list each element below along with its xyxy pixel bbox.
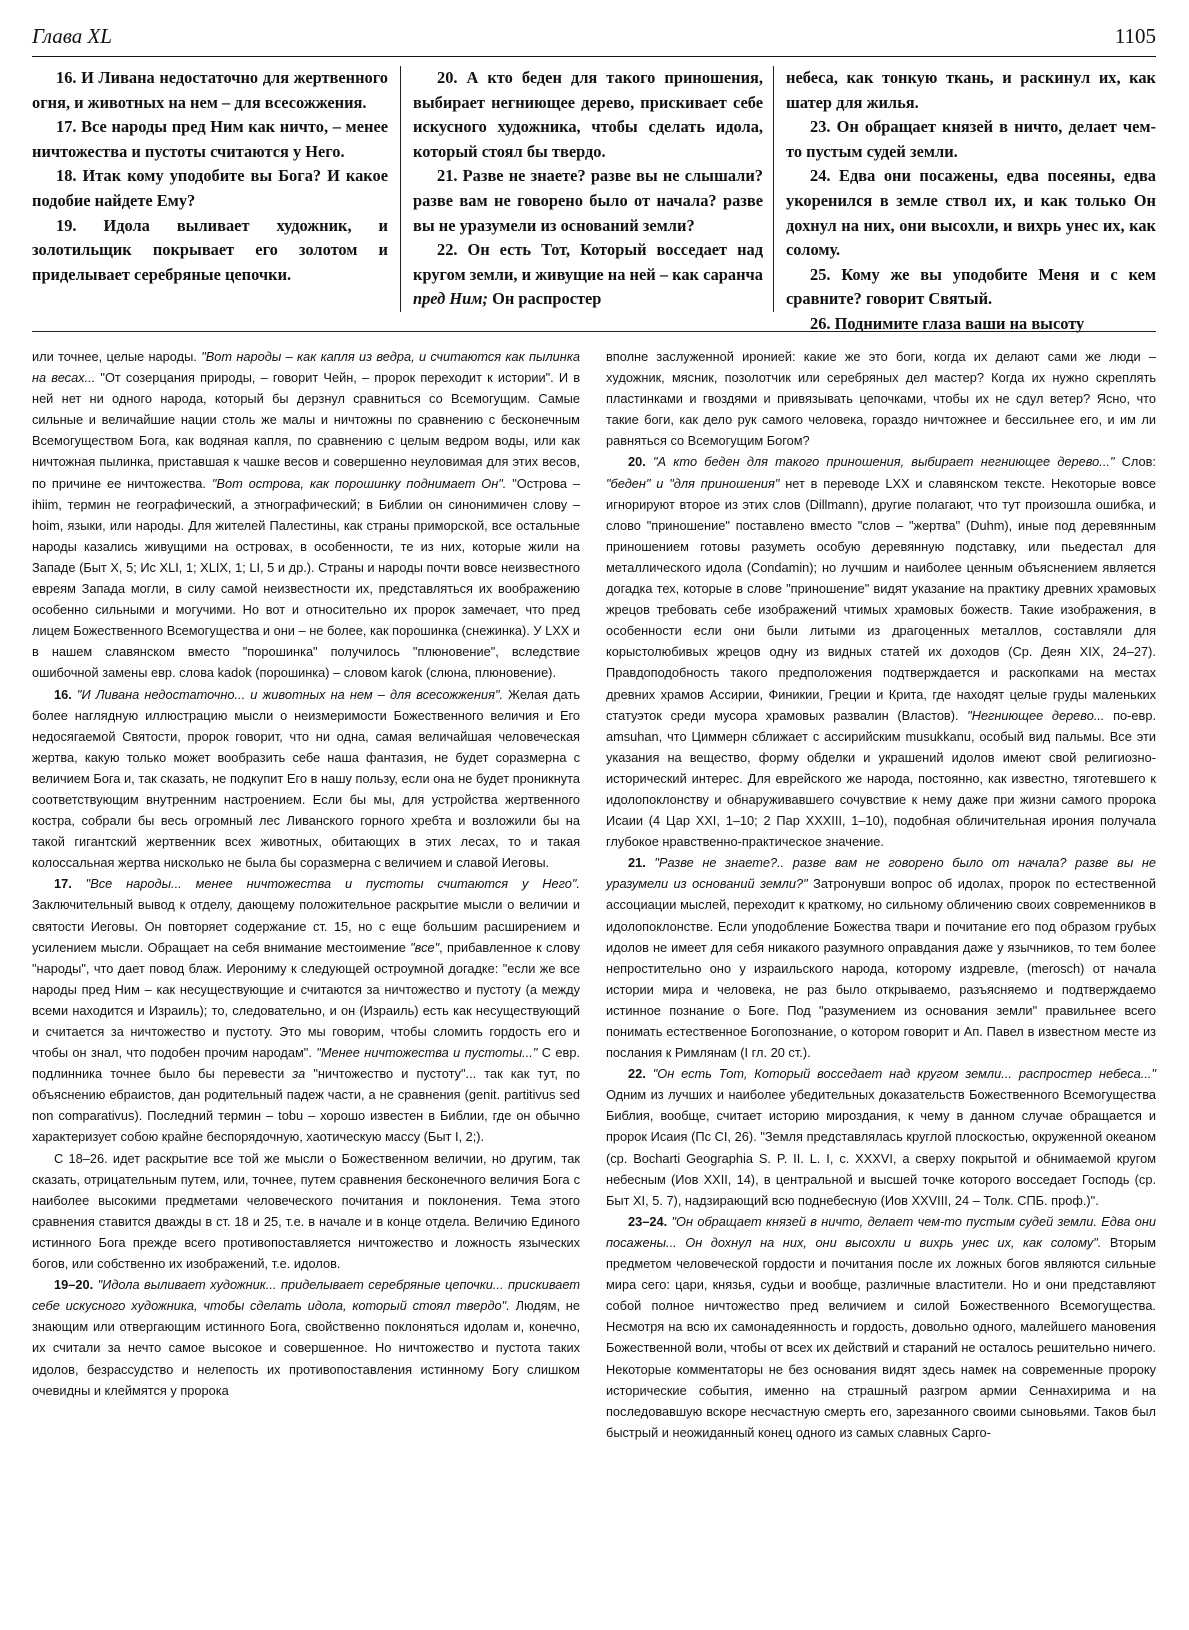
quote: "Он обращает князей в ничто, делает чем-то пустым судей земли. Едва они посажены... Он дохнул на них, они высохли и вихрь унес их, как солому". <box>606 1213 1156 1250</box>
commentary-paragraph <box>606 1063 1156 1211</box>
verse-25: 25. Кому же вы уподобите Меня и с кем сравните? говорит Святый. <box>786 264 1156 309</box>
verse-22 <box>413 238 763 312</box>
quote: "Вот народы – как капля из ведра, и считаются как пылинка на весах... <box>32 349 580 386</box>
commentary-paragraph <box>606 451 1156 852</box>
page-header <box>32 22 1156 57</box>
column-divider <box>773 66 774 312</box>
quote: "беден" и "для приношения" <box>606 475 780 491</box>
commentary-paragraph: вполне заслуженной иронией: какие же это боги, когда их делают сами же люди – художник, мясник, позолотчик или серебряных дел мастер? Когда их нужно скреплять пластинками и гвоздями и привязывать цепочками, чтобы их не сдул ветер? Ясно, что такие боги, как дело рук самого человека, гораздо ничтожнее и бессильнее его, и им ли равняться со Всемогущим Богом? <box>606 349 1156 449</box>
text: Слов: <box>1114 454 1156 470</box>
quote: "Он есть Тот, Который восседает над кругом земли... распростер небеса..." <box>645 1066 1156 1082</box>
column-divider <box>400 66 401 312</box>
commentary-paragraph: С 18–26. идет раскрытие все той же мысли о Божественном величии, но другим, так сказать, отрицательным путем, или, точнее, путем сравнения бесконечного величия Бога с наиболее высокими предметами человеческого почитания и поклонения. Тема этого сравнения ставится дважды в ст. 18 и 25, т.е. в начале и в конце отдела. Величию Единого истинного Бога прежде всего противопоставляется ничтожество и ложность языческих богов, или собственно их изображений, т.е. идолов. <box>32 1150 580 1272</box>
chapter-title: Глава XL <box>32 24 112 48</box>
text: Желая дать более наглядную иллюстрацию мысли о неизмеримости Божественного величия и Его недосягаемой Святости, пророк говорит, что ни одна, самая величайшая человеческая жертва, какую только может вообразить себе наша фантазия, не будет соразмерна с величием Бога и, так сказать, не подкупит Его в нашу пользу, если она не будет проникнута соответствующим внутренним настроением. Если бы мы, для устройства жертвенного костра, собрали бы весь огромный лес Ливанского горного хребта и возложили бы на такой гигантский жертвенник всех животных, обитающих в этих лесах, то и такая колоссальная жертва нисколько не была бы соразмерна с величием и славой Иеговы. <box>32 686 580 871</box>
verse-ref: 19–20. <box>54 1277 94 1293</box>
text: по-евр. amsuhan, что Циммерн сближает с ассирийским musukkanu, особый вид пальмы. Все эти указания на вещество, форму обделки и украшений идолов имеют свой религиозно-исторический интерес. Для еврейского же народа, постоянно, как известно, тяготевшего к идолопоклонству и обнаруживавшего сочувствие к нему даже при жизни самого пророка Исаии (4 Цар XXI, 1–10; 2 Пар XXXIII, 1–10), подобная обличительная ирония получала глубокое нравственно-практическое значение. <box>606 707 1157 850</box>
text: Вторым предметом человеческой гордости и почитания после их ложных богов являются сильные мира сего: цари, князья, судьи и вообще, различные властители. Но и они представляют собой полное ничтожество пред величием и силой Божественного Всемогущества. Несмотря на всю их самонадеянность и гордость, довольно одного, малейшего мановения Божественной воли, чтобы от всех их действий и стараний не осталось решительно ничего. Некоторые комментаторы не без основания видят здесь намек на современные пророку исторические события, именно на страшный разгром армии Сеннахирима и на последовавшую вскоре несчастную смерть его, зарезанного своими сыновьями. Таков был быстрый и неожиданный конец одного из самых славных Сарго- <box>606 1234 1156 1440</box>
text: "От созерцания природы, – говорит Чейн, – пророк переходит к истории". И в ней нет ни одного народа, который бы дерзнул сравниться со Всемогущим. Самые сильные и величайшие нации столь же малы и ничтожны по сравнению с бесконечным Всемогуществом Бога, как водяная капля, по сравнению с целым ведром воды, или как ничтожная пылинка, приставшая к чашке весов и совершенно неуловимая для этих весов, по причине ее ничтожества. <box>32 370 580 491</box>
text: Людям, не знающим или отвергающим истинного Бога, свойственно поклоняться идолам и, конечно, их считали за нечто самое высокое и совершенное. Но ничтожество и пустота таких идолов, безрассудство и нелепость их противопоставления истинному Богу слишком очевидны и клеймятся у пророка <box>32 1298 580 1398</box>
quote: "А кто беден для такого приношения, выбирает негниющее дерево..." <box>645 454 1115 470</box>
verse-column-1 <box>32 66 388 287</box>
verse-26: 26. Поднимите глаза ваши на высоту <box>810 313 1085 333</box>
commentary-column-2 <box>606 346 1156 1443</box>
text: или точнее, целые народы. <box>32 349 202 364</box>
verse-ref: 16. <box>54 686 72 702</box>
verse-ref: 22. <box>628 1066 646 1082</box>
verse-ref: 17. <box>54 876 72 892</box>
quote: "Разве не знаете?.. разве вам не говорено было от начала? разве вы не уразумели из оснований земли?" <box>606 855 1156 892</box>
text: "ничтожество и пустоту"... так как тут, по объяснению ебраистов, дан родительный падеж части, а не сравнения (genit. partitivus sed non comparativus). Последний термин – tobu – хорошо известен в Библии, где он обычно характеризует собою крайне беспорядочную, хаотическую массу (Быт I, 2;). <box>32 1066 581 1145</box>
verse-22-start: 22. Он есть Тот, Который восседает над кругом земли, и живущие на ней – как саранча <box>413 240 763 284</box>
commentary-paragraph <box>32 873 580 1147</box>
verse-ref: 21. <box>628 855 646 871</box>
section-divider <box>32 331 1156 332</box>
quote: "Негниющее дерево... <box>967 707 1105 723</box>
verse-23: 23. Он обращает князей в ничто, делает чем-то пустым судей земли. <box>786 117 1156 161</box>
verse-column-3 <box>786 66 1156 337</box>
commentary-paragraph <box>32 684 580 874</box>
text: Одним из лучших и наиболее убедительных доказательств Божественного Всемогущества Библия, вообще, считает историю мироздания, к чему в данном случае обращается и пророк Исаия (Пс CI, 26). "Земля представлялась круглой плоскостью, окруженной океаном (ср. Bocharti Geographia S. P. II. L. I, c. XXXVI, а сверху покрытой и обнимаемой кругом небесным (Иов XXII, 14), в центральной и высшей точке которого восседает Господь (ср. Быт XI, 5. 7), надзирающий всю поднебесную (Иов XXVIII, 24 – Толк. СПБ. проф.)". <box>606 1087 1156 1208</box>
verse-24: 24. Едва они посажены, едва посеяны, едва укоренился в земле ствол их, и как только Он дохнул на них, они высохли, и вихрь унес их, как солому. <box>786 166 1156 260</box>
verse-18: 18. Итак кому уподобите вы Бога? И какое подобие найдете Ему? <box>32 166 388 210</box>
verse-22-italic: пред Ним; <box>413 289 488 309</box>
page-number: 1105 <box>1114 24 1156 48</box>
text: С евр. подлинника точнее было бы перевести <box>32 1045 580 1082</box>
verse-17: 17. Все народы пред Ним как ничто, – менее ничтожества и пустоты считаются у Него. <box>32 117 388 161</box>
text: Заключительный вывод к отделу, дающему положительное раскрытие мысли о величии и святости Иеговы. Он повторяет содержание ст. 15, но с еще большим расширением и усилением мысли. Обращает на себя внимание местоимение <box>32 897 580 955</box>
quote: "все" <box>410 939 440 955</box>
verse-column-2 <box>413 66 763 312</box>
quote: "Все народы... менее ничтожества и пустоты считаются у Него". <box>71 876 580 892</box>
quote: "Менее ничтожества и пустоты..." <box>316 1045 538 1061</box>
verse-19: 19. Идола выливает художник, и золотильщик покрывает его золотом и приделывает серебряные цепочки. <box>32 215 388 284</box>
commentary-paragraph <box>606 1211 1156 1443</box>
text: нет в переводе LXX и славянском тексте. Некоторые вовсе игнорируют второе из этих слов (Dillmann), другие полагают, что тут произошла ошибка, и слово "приношение" поставлено вместо "слов – "жертва" (Duhm), иные под деревянным приношением готовы разуметь особую деревянную подставку, или пьедестал для металлического идола (Condamin); но лучшим и наиболее ценным объяснением является догадка тех, которые в слове "приношение" видят указание на практику древних храмовых жрецов требовать себе изображений чтимых храмовых божеств. Такие изображения, в особенности если они были литыми из драгоценных металлов, составляли для корыстолюбивых жрецов одну из видных статей их доходов (Ср. Деян XIX, 24–27). Правдоподобность такого предположения подтверждается и раскопками на местах древних храмов Ассирии, Финикии, Греции и Крита, где находят целые груды маленьких статуэток среди мусора храмовых развалин (Властов). <box>606 475 1157 723</box>
verse-21: 21. Разве не знаете? разве вы не слышали? разве вам не говорено было от начала? разве вы не уразумели из оснований земли? <box>413 166 763 235</box>
quote: "Идола выливает художник... приделывает серебряные цепочки... прискивает себе искусного художника, чтобы сделать идола, который стоял твердо". <box>32 1277 580 1314</box>
verse-22-continuation: небеса, как тонкую ткань, и раскинул их, как шатер для жилья. <box>786 68 1156 112</box>
text: Затронувши вопрос об идолах, пророк по естественной ассоциации мыслей, переходит к краткому, но сильному обличению своих современников в идолопоклонстве. Если уподобление Божества твари и почитание его под образом грубых идолов не имеет для себя никакого разумного оправдания даже у язычников, то тем более непростительно оно у израильского народа, которому издревле, (merosch) от начала истории мира и человека, не раз было открываемо, разъясняемо и подтверждаемо истинное познание о Боге. Под "разумением из основания земли" правильнее всего понимать естественное Богопознание, о котором говорит и Ап. Павел в известном месте из послания к Римлянам (I гл. 20 ст.). <box>606 876 1156 1061</box>
quote: "И Ливана недостаточно... и животных на нем – для всесожжения". <box>71 686 504 702</box>
verse-ref: 23–24. <box>628 1213 668 1229</box>
quote: "Вот острова, как порошинку поднимает Он". <box>211 475 507 491</box>
verse-20: 20. А кто беден для такого приношения, выбирает негниющее дерево, прискивает себе искусного художника, чтобы сделать идола, который стоял бы твердо. <box>413 68 763 161</box>
quote: за <box>292 1066 306 1082</box>
commentary-paragraph <box>606 852 1156 1063</box>
verse-22-end: Он распростер <box>487 289 602 309</box>
commentary-paragraph <box>32 346 580 684</box>
text: , прибавленное к слову "народы", что дает повод блаж. Иерониму к следующей остроумной догадке: "если же все народы пред Ним – как несуществующие и считаются за ничтожество и пустоту (а между всеми находится и Израиль); то, следовательно, и он (Израиль) есть как несуществующий и считается за ничтожество и пустоту. Это мы говорим, чтобы сломить гордость его и чтобы он знал, что подобен прочим народам". <box>32 939 580 1061</box>
text: "Острова – ihiim, термин не географический, а этнографический; в Библии он синонимичен слову – hoim, языки, или народы. Для жителей Палестины, как страны приморской, все остальные народы казались живущими на островах, в особенности, те из них, которые жили на Западе (Быт X, 5; Ис XLI, 1; XLIX, 1; LI, 5 и др.). Страны и народы почти вовсе неизвестного евреям Запада могли, в силу самой неизвестности их, представляться их воображению особенно сильными и могучими. Но вот и относительно их пророк замечает, что пред лицем Божественного Всемогущества и они – не более, как порошинка (снежинка). У LXX и в нашем славянском вместо "порошинка" получилось "плюновение", вследствие ошибочной замены евр. слова kadok (порошинка) – словом karok (слюна, плюновение). <box>32 475 580 681</box>
verse-16: 16. И Ливана недостаточно для жертвенного огня, и животных на нем – для всесожжения. <box>32 68 388 112</box>
verse-ref: 20. <box>628 454 646 470</box>
commentary-paragraph <box>32 1274 580 1401</box>
commentary-column-1 <box>32 346 580 1401</box>
